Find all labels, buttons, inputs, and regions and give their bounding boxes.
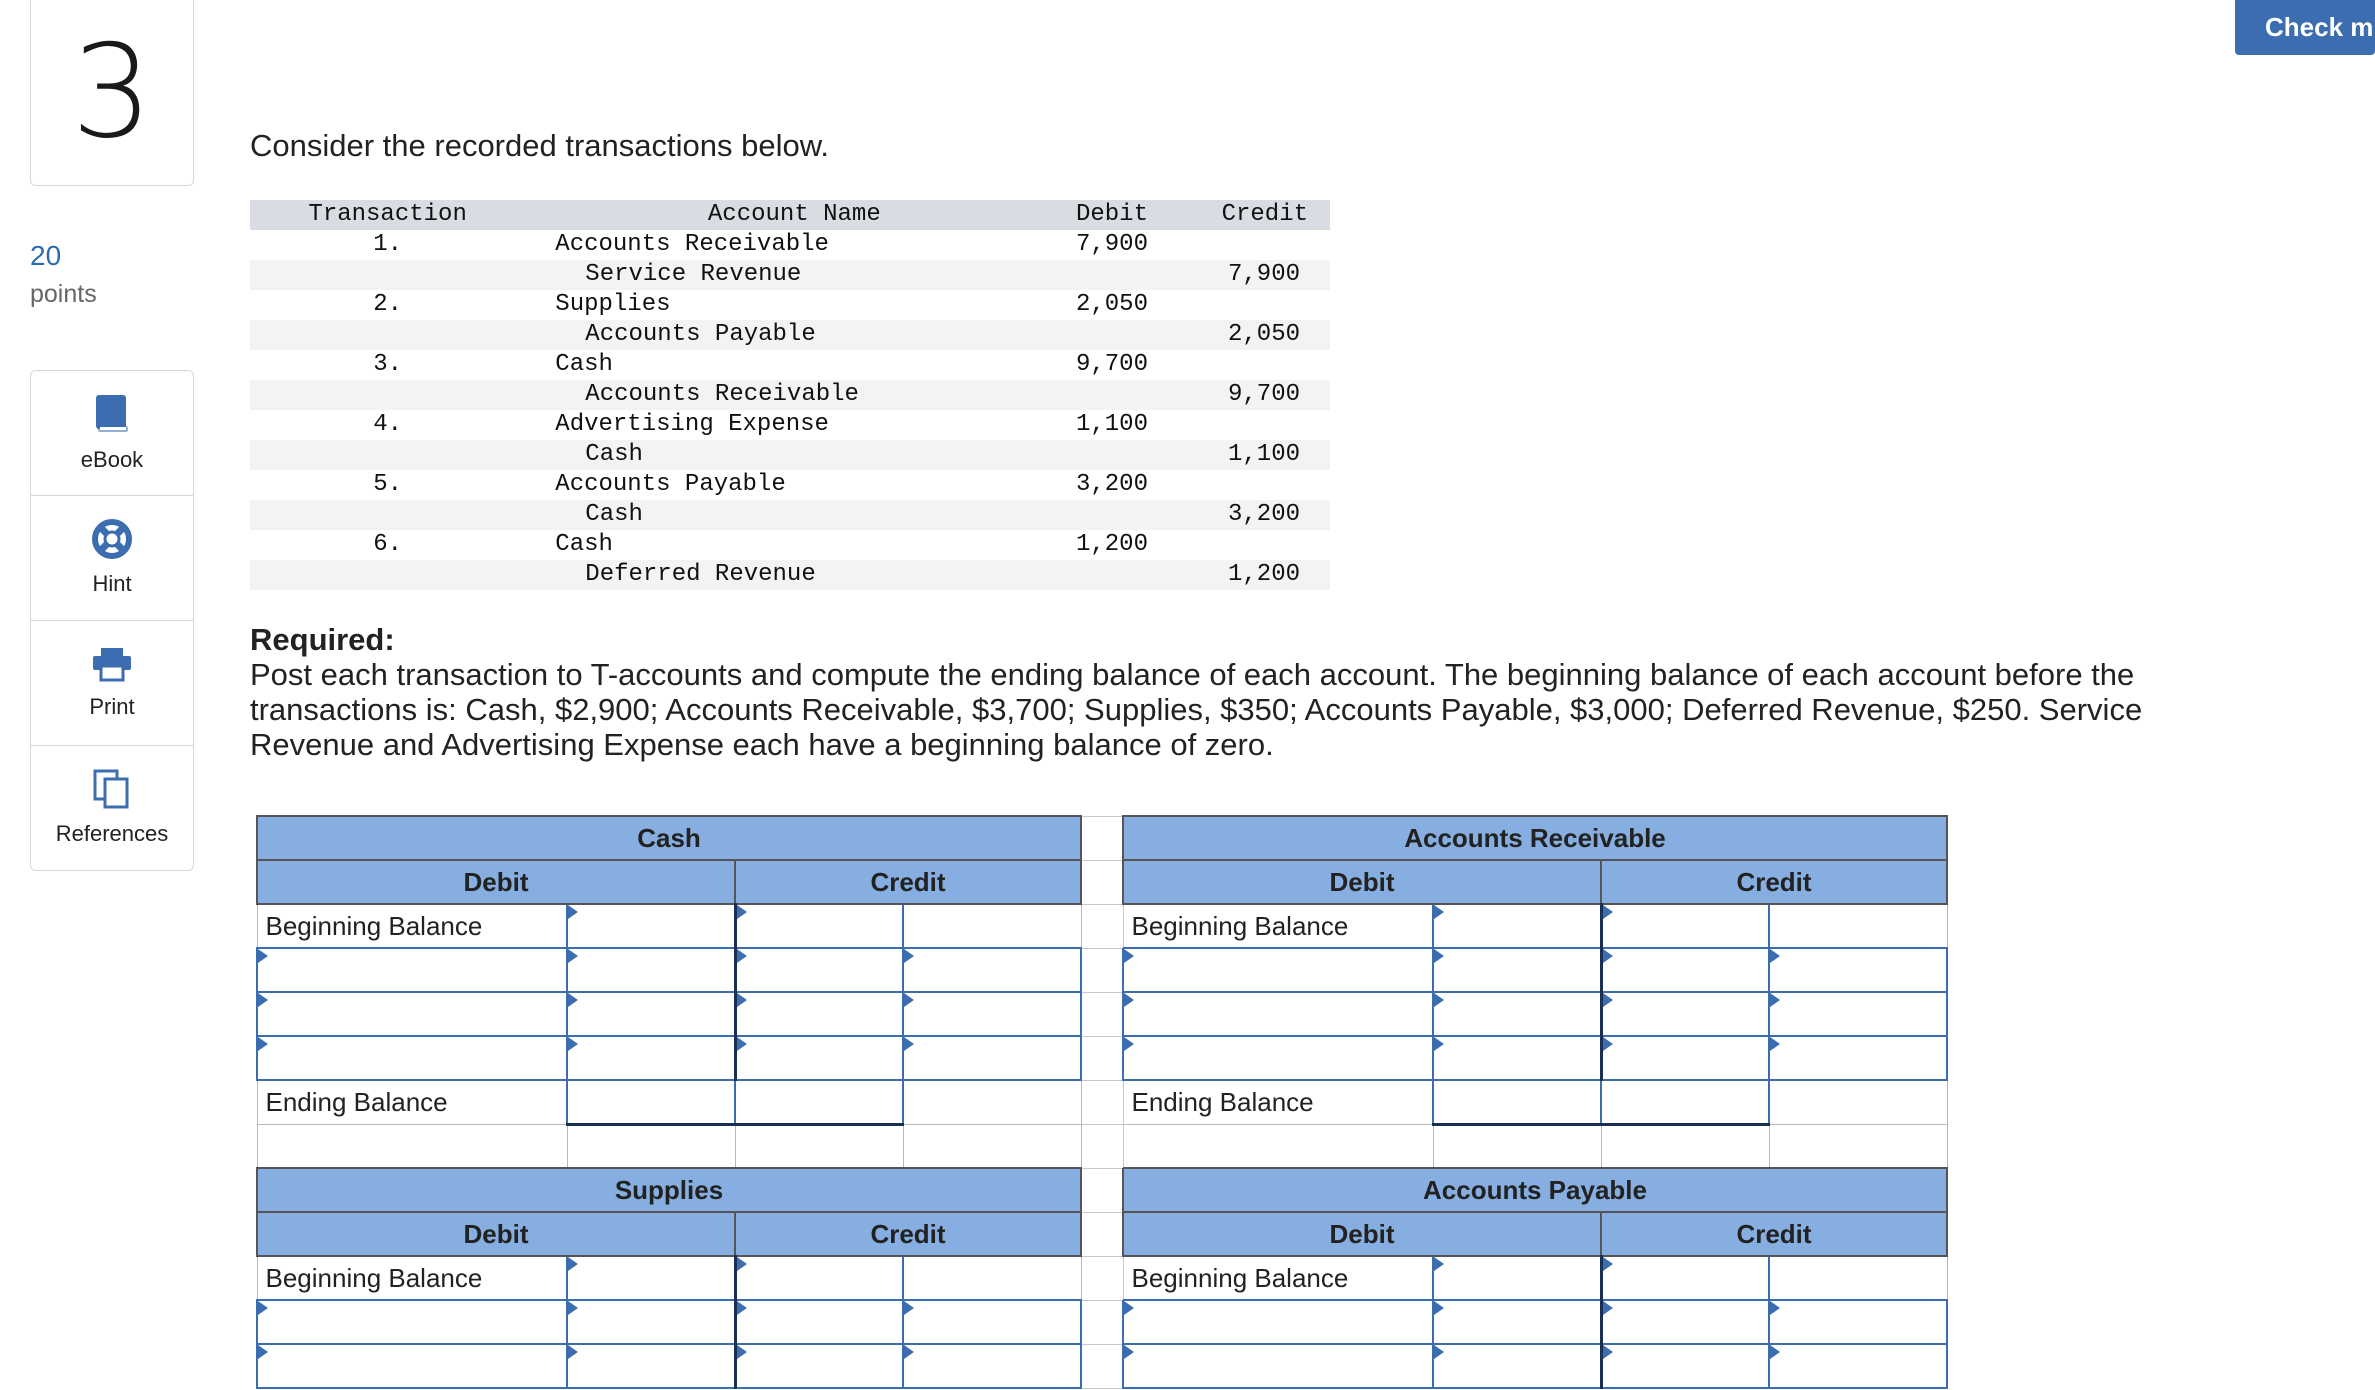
ar-credit-label-input[interactable] <box>1601 948 1769 992</box>
ar-debit-input[interactable] <box>1433 948 1601 992</box>
gap-cell <box>1081 860 1123 904</box>
gap-cell <box>1081 992 1123 1036</box>
cell-account: Cash <box>585 501 643 528</box>
cell-debit <box>1033 500 1158 530</box>
cell-transaction: 4. <box>373 411 403 438</box>
question-number: 3 <box>71 17 153 167</box>
gap-cell <box>1081 1344 1123 1388</box>
ap-credit-header: Credit <box>1601 1212 1947 1256</box>
cash-credit-input[interactable] <box>903 1036 1081 1080</box>
cash-debit-input[interactable] <box>567 948 735 992</box>
references-label: References <box>55 821 169 846</box>
cash-entry-label-input[interactable] <box>257 948 567 992</box>
ap-credit-label-input[interactable] <box>1601 1344 1769 1388</box>
cash-credit-label-input[interactable] <box>735 1036 903 1080</box>
cell-transaction: 2. <box>373 291 403 318</box>
print-label: Print <box>89 694 135 719</box>
required-title: Required: <box>250 622 395 657</box>
lifebuoy-icon <box>92 519 132 559</box>
cell-account: Accounts Payable <box>585 321 816 348</box>
ap-entry-label-input[interactable] <box>1123 1344 1433 1388</box>
cash-entry-label-input[interactable] <box>257 1036 567 1080</box>
header-credit: Credit <box>1221 201 1308 228</box>
table-row <box>250 470 1330 500</box>
supplies-debit-input[interactable] <box>567 1344 735 1388</box>
cash-beginning-credit-input[interactable] <box>735 904 903 948</box>
cell-debit <box>1033 440 1158 470</box>
table-row <box>250 290 1330 320</box>
ar-credit-input[interactable] <box>1769 992 1947 1036</box>
gap-cell <box>1081 1124 1123 1168</box>
supplies-beginning-debit-input[interactable] <box>567 1256 735 1300</box>
cash-credit-input[interactable] <box>903 992 1081 1036</box>
supplies-credit-input[interactable] <box>903 1344 1081 1388</box>
cash-beginning-balance-label: Beginning Balance <box>257 904 567 948</box>
question-number-box <box>30 0 194 186</box>
gap-cell <box>1081 1036 1123 1080</box>
gap-cell <box>1081 1168 1123 1212</box>
cash-credit-input[interactable] <box>903 948 1081 992</box>
cell-transaction <box>250 320 525 350</box>
ar-credit-input[interactable] <box>1769 948 1947 992</box>
cell-debit: 3,200 <box>1075 471 1148 498</box>
supplies-entry-label-input[interactable] <box>257 1344 567 1388</box>
empty-cell <box>1601 1124 1769 1168</box>
cell-transaction <box>250 380 525 410</box>
ar-entry-label-input[interactable] <box>1123 1036 1433 1080</box>
table-row <box>250 320 1330 350</box>
cell-credit <box>1158 410 1330 440</box>
empty-cell <box>1769 1080 1947 1124</box>
cell-account: Cash <box>585 441 643 468</box>
supplies-beginning-credit-input[interactable] <box>735 1256 903 1300</box>
gap-cell <box>1081 1256 1123 1300</box>
cell-debit: 1,100 <box>1075 411 1148 438</box>
cash-credit-header: Credit <box>735 860 1081 904</box>
table-row <box>250 230 1330 260</box>
cell-debit <box>1033 320 1158 350</box>
empty-cell <box>1769 1124 1947 1168</box>
ebook-button[interactable] <box>31 371 193 496</box>
ar-entry-label-input[interactable] <box>1123 992 1433 1036</box>
table-row <box>250 350 1330 380</box>
header-debit: Debit <box>1075 201 1148 228</box>
cell-credit <box>1158 350 1330 380</box>
cell-debit: 9,700 <box>1075 351 1148 378</box>
cash-debit-header: Debit <box>257 860 735 904</box>
ap-entry-label-input[interactable] <box>1123 1300 1433 1344</box>
cell-debit <box>1033 560 1158 590</box>
supplies-debit-input[interactable] <box>567 1300 735 1344</box>
ap-debit-header: Debit <box>1123 1212 1601 1256</box>
accounts-receivable-header: Accounts Receivable <box>1123 816 1947 860</box>
table-row <box>250 500 1330 530</box>
ar-ending-balance-label: Ending Balance <box>1123 1080 1433 1124</box>
cash-debit-input[interactable] <box>567 1036 735 1080</box>
cash-credit-label-input[interactable] <box>735 992 903 1036</box>
ap-credit-label-input[interactable] <box>1601 1300 1769 1344</box>
ar-ending-debit-input[interactable] <box>1433 1080 1601 1124</box>
points-label: points <box>30 280 97 308</box>
cell-transaction <box>250 500 525 530</box>
cell-account: Supplies <box>555 291 671 318</box>
cash-beginning-debit-input[interactable] <box>567 904 735 948</box>
ar-debit-input[interactable] <box>1433 992 1601 1036</box>
required-section <box>250 622 2150 762</box>
ebook-label: eBook <box>80 447 144 472</box>
ar-credit-label-input[interactable] <box>1601 1036 1769 1080</box>
table-row <box>250 530 1330 560</box>
cash-debit-input[interactable] <box>567 992 735 1036</box>
table-row <box>250 560 1330 590</box>
ap-debit-input[interactable] <box>1433 1344 1601 1388</box>
ar-beginning-debit-input[interactable] <box>1433 904 1601 948</box>
ar-entry-label-input[interactable] <box>1123 948 1433 992</box>
supplies-credit-label-input[interactable] <box>735 1344 903 1388</box>
ap-beginning-balance-label: Beginning Balance <box>1123 1256 1433 1300</box>
cell-account: Accounts Receivable <box>555 231 829 258</box>
cell-account: Deferred Revenue <box>585 561 816 588</box>
intro-text: Consider the recorded transactions below. <box>250 128 829 163</box>
hint-label: Hint <box>92 571 132 596</box>
cell-account: Cash <box>555 531 613 558</box>
cell-credit <box>1158 230 1330 260</box>
cash-ending-balance-label: Ending Balance <box>257 1080 567 1124</box>
gap-cell <box>1081 1300 1123 1344</box>
journal-header-row <box>250 200 1330 230</box>
required-text: Post each transaction to T-accounts and compute the ending balance of each account. The beginning balance of each account before the transactions is: Cash, $2,900; Accounts Receivable, $3,700; Supplies, $350; Accounts Payable, $3,000; Deferred Revenue, $250. Service Revenue and Advertising Expense each have a beginning balance of zero. <box>250 657 2143 762</box>
cell-account: Cash <box>555 351 613 378</box>
supplies-debit-header: Debit <box>257 1212 735 1256</box>
ar-ending-credit-input[interactable] <box>1601 1080 1769 1124</box>
ar-credit-header: Credit <box>1601 860 1947 904</box>
header-transaction: Transaction <box>308 201 467 228</box>
ar-debit-input[interactable] <box>1433 1036 1601 1080</box>
empty-cell <box>903 1080 1081 1124</box>
accounts-payable-header: Accounts Payable <box>1123 1168 1947 1212</box>
ar-beginning-credit-input[interactable] <box>1601 904 1769 948</box>
gap-cell <box>1081 948 1123 992</box>
t-accounts-grid <box>256 815 1948 1389</box>
cell-debit <box>1033 380 1158 410</box>
gap-cell <box>1081 1212 1123 1256</box>
cell-credit <box>1158 290 1330 320</box>
header-account-name: Account Name <box>707 201 881 228</box>
supplies-credit-input[interactable] <box>903 1300 1081 1344</box>
gap-cell <box>1081 904 1123 948</box>
cell-credit: 1,200 <box>1227 561 1300 588</box>
supplies-credit-header: Credit <box>735 1212 1081 1256</box>
cell-credit <box>1158 470 1330 500</box>
cell-debit: 1,200 <box>1075 531 1148 558</box>
empty-cell <box>1769 904 1947 948</box>
cell-account: Accounts Receivable <box>585 381 859 408</box>
supplies-beginning-balance-label: Beginning Balance <box>257 1256 567 1300</box>
ap-credit-input[interactable] <box>1769 1300 1947 1344</box>
ar-beginning-balance-label: Beginning Balance <box>1123 904 1433 948</box>
table-row <box>250 380 1330 410</box>
ar-credit-input[interactable] <box>1769 1036 1947 1080</box>
cell-credit: 3,200 <box>1227 501 1300 528</box>
cell-account: Service Revenue <box>585 261 802 288</box>
ap-beginning-debit-input[interactable] <box>1433 1256 1601 1300</box>
print-button[interactable] <box>31 621 193 746</box>
cell-transaction <box>250 260 525 290</box>
cash-entry-label-input[interactable] <box>257 992 567 1036</box>
check-my-work-button[interactable]: Check m <box>2235 0 2375 55</box>
hint-button[interactable] <box>31 496 193 621</box>
cell-account: Accounts Payable <box>555 471 786 498</box>
empty-cell <box>903 1256 1081 1300</box>
supplies-account-header: Supplies <box>257 1168 1081 1212</box>
empty-cell <box>1433 1124 1601 1168</box>
empty-cell <box>903 904 1081 948</box>
table-row <box>250 410 1330 440</box>
cell-credit: 9,700 <box>1227 381 1300 408</box>
cell-transaction <box>250 560 525 590</box>
cell-credit <box>1158 530 1330 560</box>
journal-table <box>250 200 1330 590</box>
cell-transaction: 1. <box>373 231 403 258</box>
ar-credit-label-input[interactable] <box>1601 992 1769 1036</box>
ap-debit-input[interactable] <box>1433 1300 1601 1344</box>
cell-transaction <box>250 440 525 470</box>
cell-credit: 2,050 <box>1227 321 1300 348</box>
empty-cell <box>903 1124 1081 1168</box>
supplies-entry-label-input[interactable] <box>257 1300 567 1344</box>
ap-credit-input[interactable] <box>1769 1344 1947 1388</box>
table-row <box>250 260 1330 290</box>
gap-cell <box>1081 816 1123 860</box>
points-value: 20 <box>30 240 62 271</box>
copy-icon <box>93 769 131 809</box>
printer-icon <box>91 646 133 682</box>
book-icon <box>94 393 130 435</box>
cash-credit-label-input[interactable] <box>735 948 903 992</box>
empty-cell <box>1123 1124 1433 1168</box>
references-button[interactable] <box>31 746 193 870</box>
cell-debit: 7,900 <box>1075 231 1148 258</box>
cell-debit: 2,050 <box>1075 291 1148 318</box>
cell-debit <box>1033 260 1158 290</box>
cell-transaction: 5. <box>373 471 403 498</box>
cell-transaction: 6. <box>373 531 403 558</box>
cell-credit: 1,100 <box>1227 441 1300 468</box>
gap-cell <box>1081 1080 1123 1124</box>
empty-cell <box>1769 1256 1947 1300</box>
cash-ending-debit-input[interactable] <box>567 1080 735 1124</box>
empty-cell <box>567 1124 735 1168</box>
cell-credit: 7,900 <box>1227 261 1300 288</box>
cell-account: Advertising Expense <box>555 411 829 438</box>
supplies-credit-label-input[interactable] <box>735 1300 903 1344</box>
tools-panel <box>30 370 194 871</box>
cell-transaction: 3. <box>373 351 403 378</box>
ar-debit-header: Debit <box>1123 860 1601 904</box>
cash-account-header: Cash <box>257 816 1081 860</box>
table-row <box>250 440 1330 470</box>
empty-cell <box>735 1124 903 1168</box>
ap-beginning-credit-input[interactable] <box>1601 1256 1769 1300</box>
empty-cell <box>257 1124 567 1168</box>
cash-ending-credit-input[interactable] <box>735 1080 903 1124</box>
